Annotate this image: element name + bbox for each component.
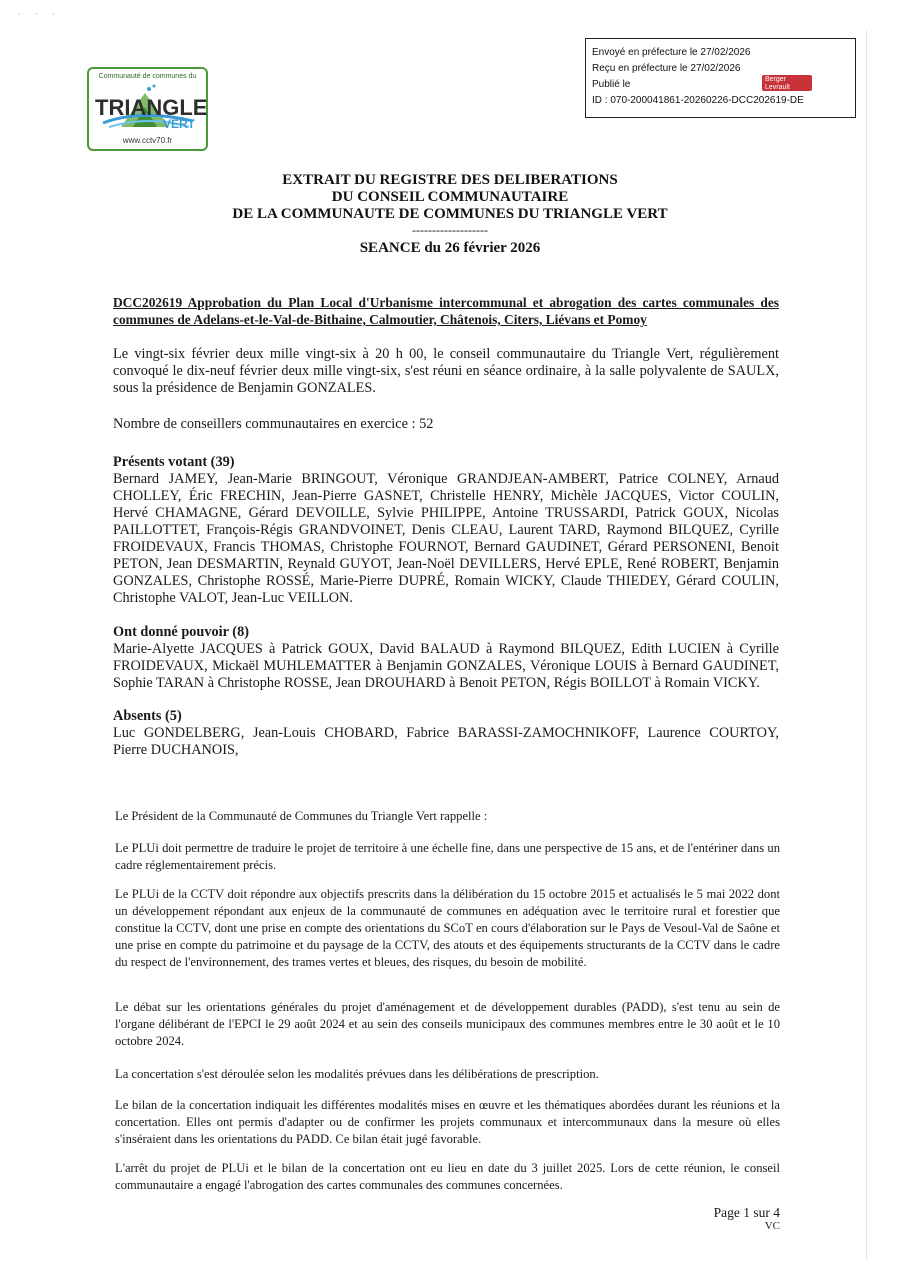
triangle-vert-logo <box>87 67 208 151</box>
logo-word-triangle: TRIANGLE <box>95 95 208 120</box>
presents-title: Présents votant (39) <box>113 454 235 470</box>
body-paragraph-3: Le PLUi de la CCTV doit répondre aux objectifs prescrits dans la délibération du 15 octobre 2015 et actualisés le 5 mai 2022 dont un développement répondant aux enjeux de la communauté de communes en adéquation avec le territoire rural et forestier que constitue la CCTV, dont une prise en compte des orientations du SCoT en cours d'élaboration sur le Pays de Vesoul-Val de Saône et une prise en compte du patrimoine et du paysage de la CCTV, des atouts et des équipements structurants de la CCTV dans le cadre du respect de l'environnement, des trames vertes et bleues, des risques, du besoin de mobilité. <box>115 887 780 969</box>
prefecture-stamp <box>585 38 856 118</box>
body-paragraph-7: L'arrêt du projet de PLUi et le bilan de la concertation ont eu lieu en date du 3 juillet 2025. Lors de cette réunion, le conseil communautaire a engagé l'abrogation des cartes communales des communes concernées. <box>115 1161 780 1192</box>
intro-paragraph: Le vingt-six février deux mille vingt-six à 20 h 00, le conseil communautaire du Triangle Vert, régulièrement convoqué le dix-neuf février deux mille vingt-six, s'est réuni en séance ordinaire, à la salle polyvalente de SAULX, sous la présidence de Benjamin GONZALES. <box>113 346 779 396</box>
absents-title: Absents (5) <box>113 708 182 724</box>
title-line-2: DU CONSEIL COMMUNAUTAIRE <box>331 189 569 205</box>
stamp-sent: Envoyé en préfecture le 27/02/2026 <box>592 47 751 58</box>
body-paragraph-1: Le Président de la Communauté de Communes du Triangle Vert rappelle : <box>115 809 488 823</box>
presents-list: Bernard JAMEY, Jean-Marie BRINGOUT, Véronique GRANDJEAN-AMBERT, Patrice COLNEY, Arnaud CHOLLEY, Éric FRECHIN, Jean-Pierre GASNET, Christelle HENRY, Michèle JACQUES, Victor COULIN, Hervé CHAMAGNE, Gérard DEVOILLE, Sylvie PHILIPPE, Antoine TRUSSARDI, Patrick GOUX, Nicolas PAILLOTTET, François-Régis GRANDVOINET, Denis CLEAU, Laurent TARD, Raymond BILQUEZ, Cyrille FROIDEVAUX, Francis THOMAS, Christophe FOURNOT, Bernard GAUDINET, Gérard PERSONENI, Benoit PETON, Jean DESMARTIN, Reynald GUYOT, Jean-Noël DEVILLERS, Hervé EPLE, René ROBERT, Benjamin GONZALES, Christophe ROSSÉ, Marie-Pierre DUPRÉ, Romain WICKY, Claude THIEDEY, Gérard COULIN, Christophe VALOT, Jean-Luc VEILLON. <box>113 471 779 606</box>
stamp-published: Publié le <box>592 79 631 90</box>
proxies-title: Ont donné pouvoir (8) <box>113 624 249 640</box>
body-paragraph-2: Le PLUi doit permettre de traduire le projet de territoire à une échelle fine, dans une perspective de 15 ans, et de l'entériner dans un cadre réglementairement précis. <box>115 841 780 872</box>
body-paragraph-4: Le débat sur les orientations générales du projet d'aménagement et de développement durables (PADD), s'est tenu au sein de l'organe délibérant de l'EPCI le 29 août 2024 et au sein des conseils municipaux des communes membres entre le 30 août et le 10 octobre 2024. <box>115 1000 780 1048</box>
berger-levrault-badge: Berger Levrault <box>762 75 812 91</box>
stamp-received: Reçu en préfecture le 27/02/2026 <box>592 63 741 74</box>
page-initials: VC <box>764 1220 780 1232</box>
scan-specks: · · · <box>18 10 61 19</box>
logo-word-vert: VERT <box>163 117 196 131</box>
title-line-3: DE LA COMMUNAUTE DE COMMUNES DU TRIANGLE VERT <box>232 206 668 222</box>
body-paragraph-6: Le bilan de la concertation indiquait les différentes modalités mises en œuvre et les thématiques abordées durant les réunions et la concertation. Elles ont permis d'adapter ou de confirmer les projets communaux et intercommunaux dans la mesure où elles s'inséraient dans les orientations du PADD. Ce bilan était jugé favorable. <box>115 1098 780 1146</box>
councillor-count: Nombre de conseillers communautaires en exercice : 52 <box>113 416 434 432</box>
body-paragraph-5: La concertation s'est déroulée selon les modalités prévues dans les délibérations de prescription. <box>115 1067 599 1081</box>
absents-list: Luc GONDELBERG, Jean-Louis CHOBARD, Fabrice BARASSI-ZAMOCHNIKOFF, Laurence COURTOY, Pierre DUCHANOIS, <box>113 725 779 758</box>
stamp-id: ID : 070-200041861-20260226-DCC202619-DE <box>592 95 804 106</box>
logo-url: www.cctv70.fr <box>122 136 173 145</box>
title-line-1: EXTRAIT DU REGISTRE DES DELIBERATIONS <box>282 172 618 188</box>
proxies-list: Marie-Alyette JACQUES à Patrick GOUX, David BALAUD à Raymond BILQUEZ, Edith LUCIEN à Cyrille FROIDEVAUX, Mickaël MUHLEMATTER à Benjamin GONZALES, Véronique LOUIS à Bernard GAUDINET, Sophie TARAN à Christophe ROSSE, Jean DROUHARD à Benoit PETON, Régis BOILLOT à Romain VICKY. <box>113 641 779 691</box>
title-separator: ------------------- <box>412 223 488 237</box>
session-date: SEANCE du 26 février 2026 <box>359 240 541 256</box>
page-number: Page 1 sur 4 <box>713 1205 780 1220</box>
logo-top-text: Communauté de communes du <box>98 73 197 80</box>
deliberation-subject: DCC202619 Approbation du Plan Local d'Urbanisme intercommunal et abrogation des cartes communales des communes de Adelans-et-le-Val-de-Bithaine, Calmoutier, Châtenois, Citers, Liévans et Pomoy <box>113 295 779 327</box>
